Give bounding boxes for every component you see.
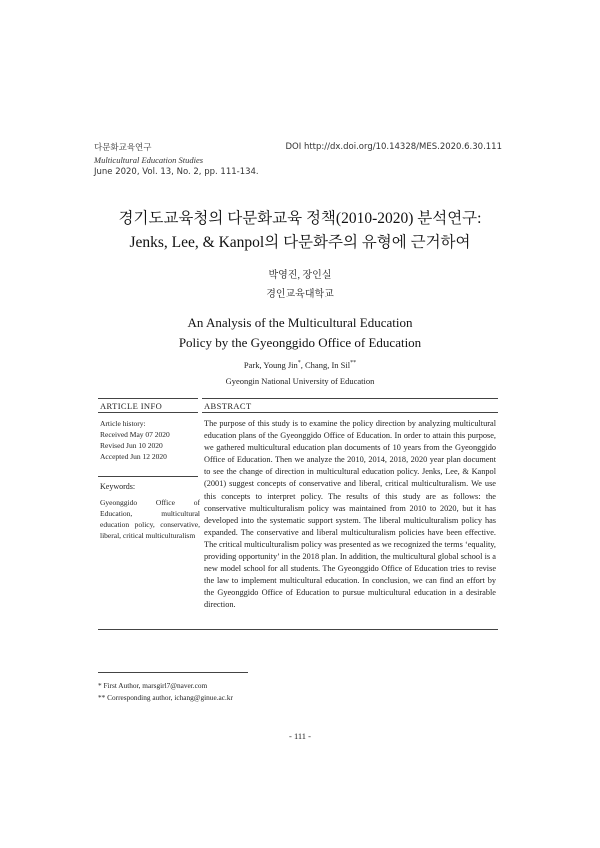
- abstract-body: The purpose of this study is to examine the policy direction by analyzing multicultural education plans of the Gyeonggido Office of Education. In order to attain this purpose, we gathered multicultural education plan documents of 10 years from the Gyeonggido Office of Education. Then we analyze the 2010, 2014, 2018, 2020 year plan document to see the change of direction in multicultural education policy. Jenks, Lee, & Kanpol (2001) suggest concepts of conservative and liberal, critical multiculturalism. We use this concepts to interpret policy. The results of this study are as follows: the conservative multiculturalism policy was maintained from 2010 to 2020, but it has developed into the systematic support system. The liberal multiculturalism policy has expanded. The conservative and liberal multiculturalism policies have been effective. The critical multiculturalism policy was presented as we recognized the terms ‘equality, providing opportunity’ in the 2018 plan. In addition, the multicultural global school is a new model school for all students. The Gyeonggido Office of Education tries to revise the law to implement multicultural education. In conclusion, we can find an effort by the Gyeonggido Office of Education to pursue multicultural education in a desirable direction.: [204, 419, 496, 610]
- english-title: [60, 313, 540, 353]
- accepted-date: Accepted Jun 12 2020: [100, 452, 167, 461]
- article-info-top-rule: [98, 398, 198, 399]
- author-1-mark: *: [297, 360, 301, 367]
- korean-title-line-1: 경기도교육청의 다문화교육 정책(2010-2020) 분석연구:: [118, 210, 482, 227]
- keywords-label: Keywords:: [100, 482, 136, 491]
- doi-link[interactable]: DOI http://dx.doi.org/10.14328/MES.2020.6.30.111: [285, 142, 502, 152]
- keywords-text: Gyeonggido Office of Education, multicultural education policy, conservative, liberal, critical multiculturalism: [100, 498, 200, 540]
- received-date: Received May 07 2020: [100, 430, 170, 439]
- page-number: - 111 -: [288, 731, 312, 741]
- author-separator: ,: [300, 360, 305, 370]
- footnotes: [98, 680, 233, 704]
- author-2: Chang, In Sil: [305, 360, 351, 370]
- abstract-top-rule: [202, 398, 498, 399]
- journal-header: [94, 142, 259, 178]
- article-info-heading: ARTICLE INFO: [100, 401, 163, 411]
- author-2-mark: **: [350, 360, 357, 367]
- abstract-heading-rule: [202, 412, 498, 413]
- english-affiliation: Gyeongin National University of Education: [225, 376, 375, 386]
- footnote-rule: [98, 672, 248, 673]
- abstract-heading: ABSTRACT: [204, 401, 252, 411]
- english-authors: [60, 360, 540, 370]
- author-1: Park, Young Jin: [243, 360, 298, 370]
- english-title-line-1: An Analysis of the Multicultural Education: [187, 315, 413, 330]
- article-info-heading-rule: [98, 412, 198, 413]
- issue-info: June 2020, Vol. 13, No. 2, pp. 111-134.: [94, 167, 259, 177]
- korean-authors: 박영진, 장인실: [268, 270, 332, 281]
- keywords-divider: [98, 476, 198, 477]
- history-label: Article history:: [100, 419, 146, 428]
- corresponding-author-footnote: ** Corresponding author, ichang@ginue.ac.kr: [98, 693, 233, 702]
- journal-name-english: Multicultural Education Studies: [94, 155, 204, 165]
- english-title-line-2: Policy by the Gyeonggido Office of Education: [178, 335, 422, 350]
- abstract-bottom-rule: [98, 629, 498, 630]
- revised-date: Revised Jun 10 2020: [100, 441, 163, 450]
- korean-affiliation: 경인교육대학교: [266, 289, 334, 300]
- korean-title: [60, 207, 540, 255]
- journal-name-korean: 다문화교육연구: [94, 143, 152, 153]
- article-history: [100, 418, 170, 462]
- first-author-footnote: * First Author, marsgirl7@naver.com: [98, 681, 208, 690]
- korean-title-line-2: Jenks, Lee, & Kanpol의 다문화주의 유형에 근거하여: [129, 234, 471, 251]
